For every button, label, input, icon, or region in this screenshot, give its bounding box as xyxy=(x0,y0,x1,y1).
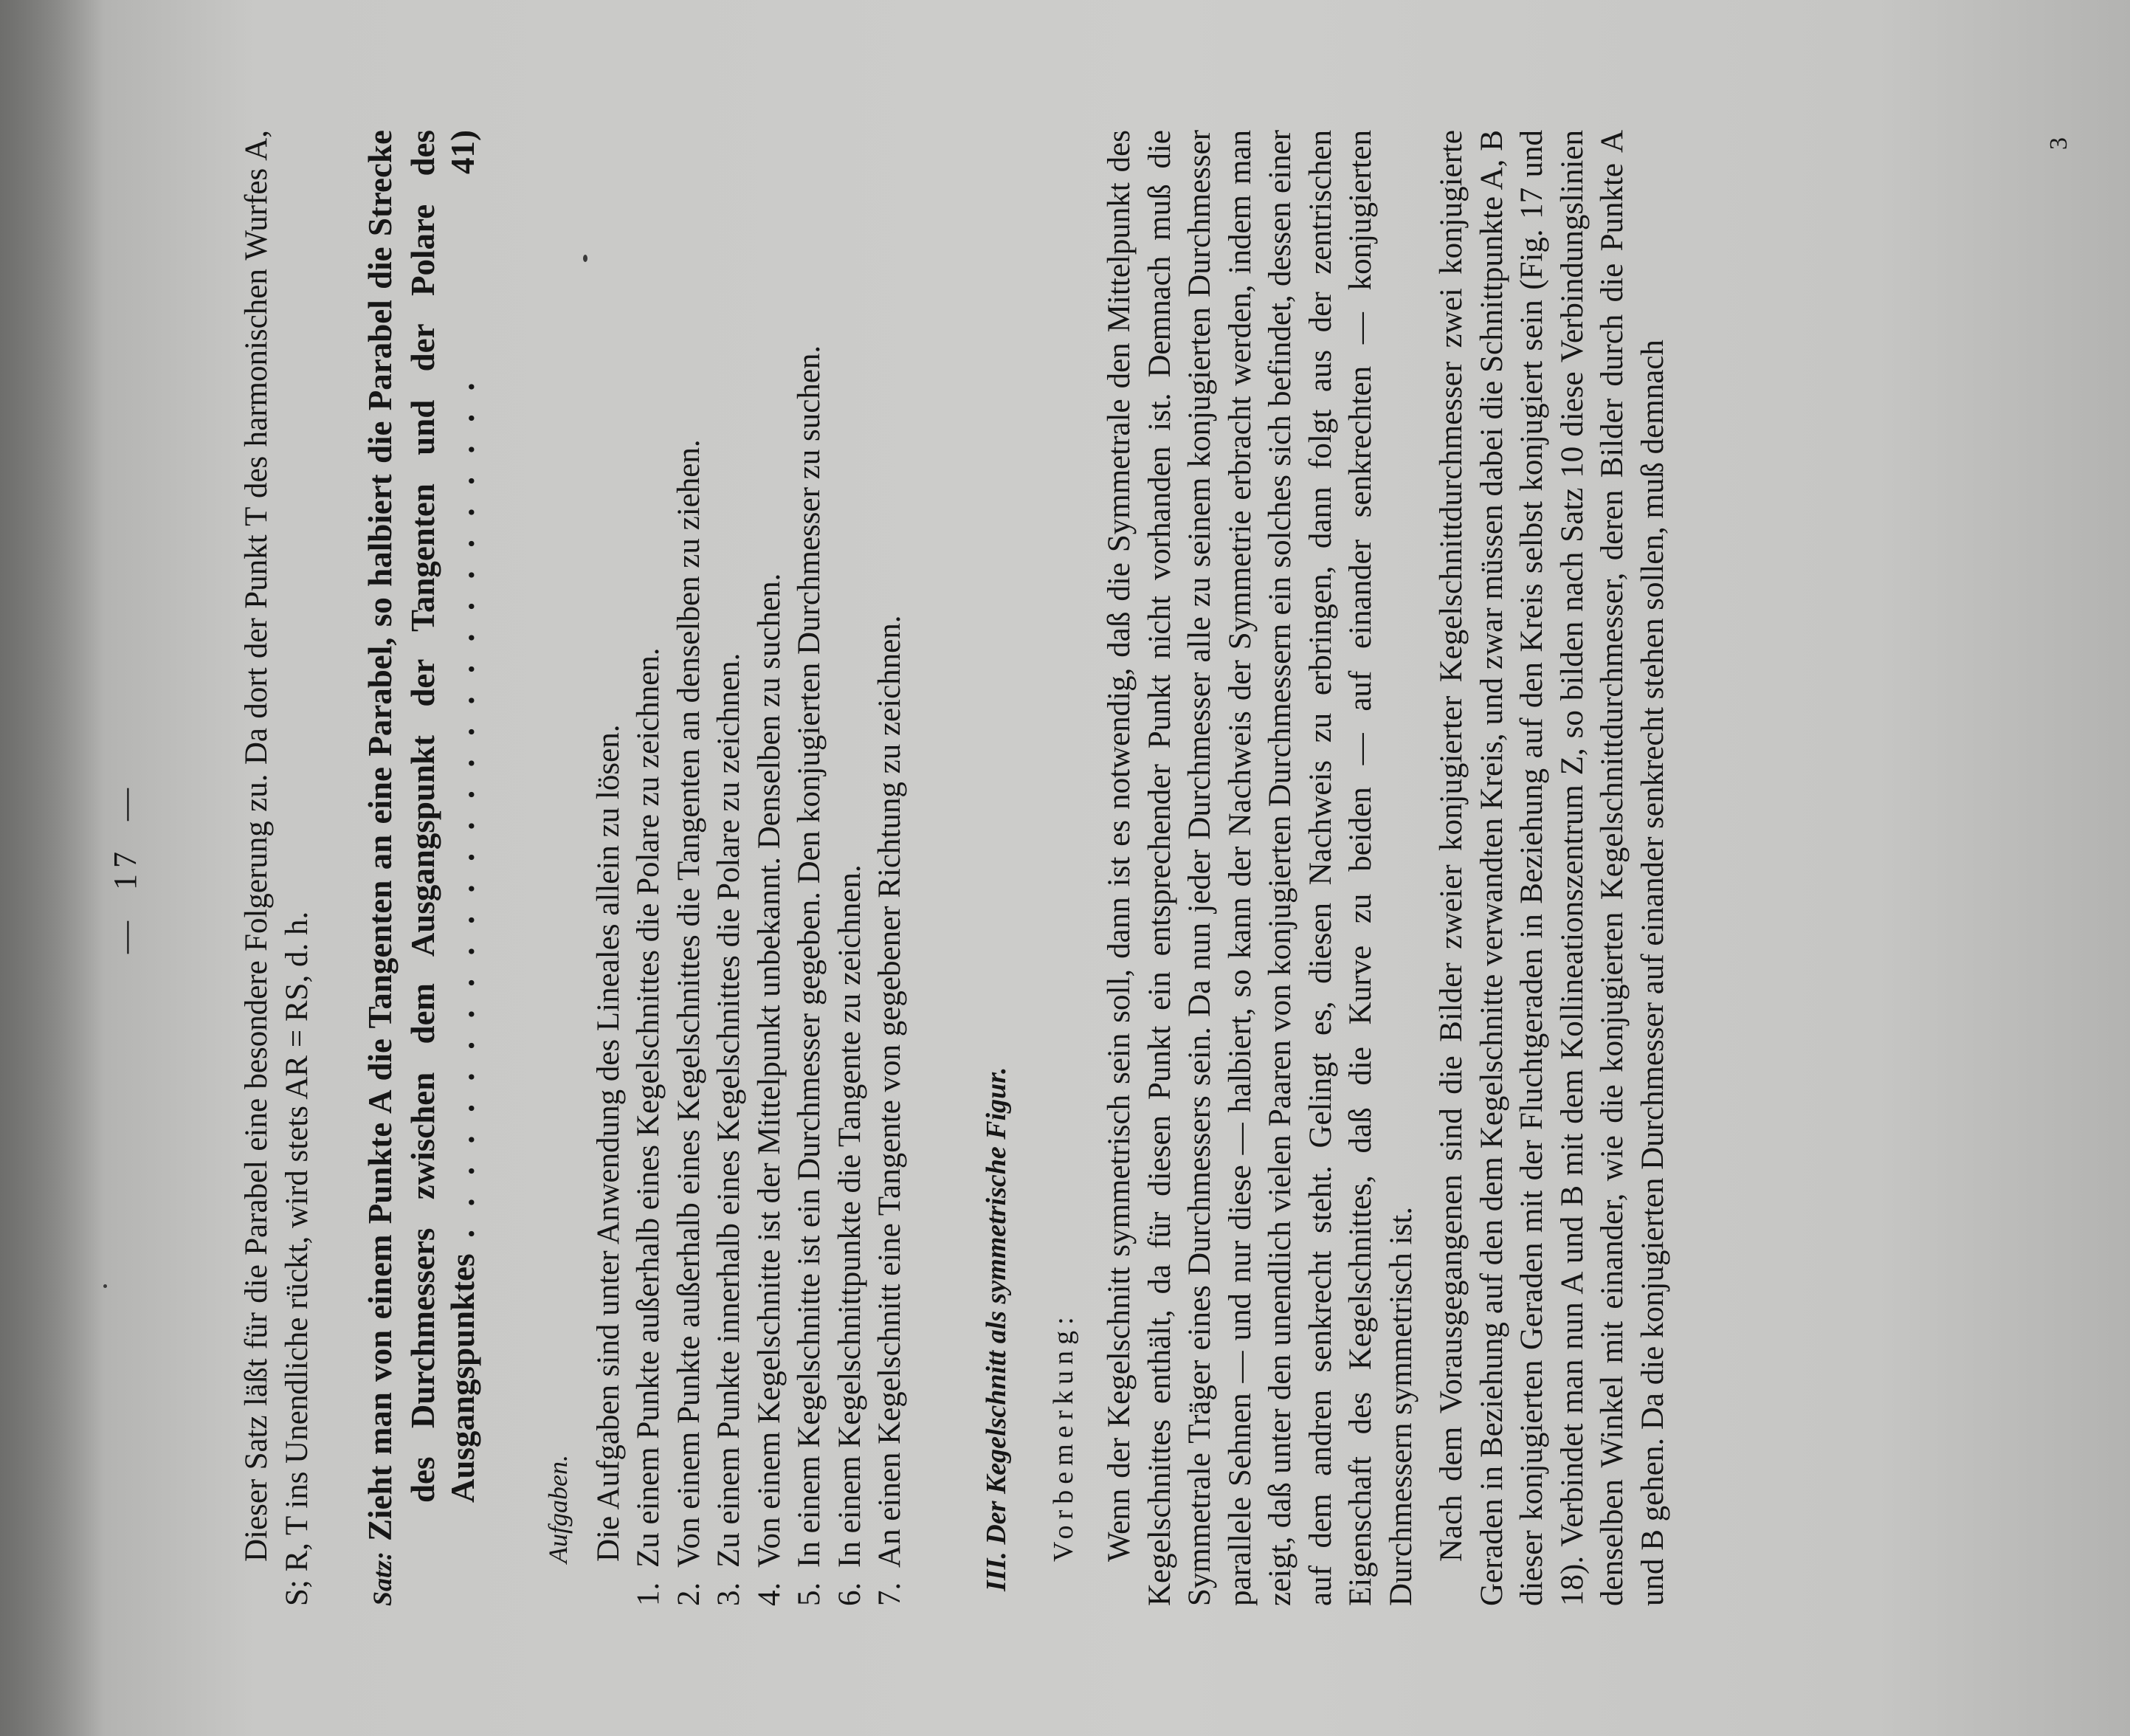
section-three xyxy=(976,130,1673,1606)
scan-speck xyxy=(103,1284,107,1288)
item-text: Zu einem Punkte außerhalb eines Kegelschnittes die Polare zu zeichnen. xyxy=(631,647,666,1568)
list-item xyxy=(790,130,830,1606)
page-number: 17 xyxy=(107,846,143,890)
aufgaben-heading: Aufgaben. xyxy=(543,1455,573,1563)
item-text: In einem Kegelschnitte ist ein Durchmesser gegeben. Den konjugierten Durchmesser zu suchen. xyxy=(792,345,827,1568)
aufgaben-list xyxy=(629,130,911,1606)
item-number: 2. xyxy=(671,1582,706,1606)
item-number: 3. xyxy=(711,1582,746,1606)
item-number: 7. xyxy=(872,1582,907,1606)
satz-block xyxy=(360,130,483,1606)
item-text: Zu einem Punkte innerhalb eines Kegelschnittes die Polare zu zeichnen. xyxy=(711,652,746,1568)
item-text: Von einem Punkte außerhalb eines Kegelschnittes die Tangenten an denselben zu ziehen. xyxy=(671,439,706,1568)
item-text: An einen Kegelschnitt eine Tangente von gegebener Richtung zu zeichnen. xyxy=(872,615,907,1568)
satz-theorem xyxy=(360,130,483,1606)
list-item xyxy=(870,130,911,1606)
section-heading: III. Der Kegelschnitt als symmetrische Figur. xyxy=(981,1067,1012,1591)
rotated-page-content xyxy=(106,130,2072,1606)
dot-leader: . . . . . . . . . . . . . . . . . . . . . . . . . . . . xyxy=(444,375,481,1254)
header-dash-left: — xyxy=(107,915,143,954)
aufgaben-section xyxy=(538,130,911,1606)
scan-speck xyxy=(583,255,587,262)
item-number: 1. xyxy=(631,1582,666,1606)
list-item xyxy=(709,130,750,1606)
page-header xyxy=(106,130,146,1606)
list-item xyxy=(830,130,871,1606)
satz-text: Zieht man von einem Punkte A die Tangenten an eine Parabel, so halbiert die Parabel die Strecke des Durchmessers zwischen dem Ausgangspunkt der Tangenten und der Polare des Ausgangspunktes xyxy=(362,130,481,1541)
binding-shadow xyxy=(0,0,103,1736)
list-item xyxy=(629,130,669,1606)
list-item xyxy=(669,130,710,1606)
list-item xyxy=(750,130,790,1606)
item-number: 4. xyxy=(751,1582,787,1606)
aufgaben-intro: Die Aufgaben sind unter Anwendung des Lineales allein zu lösen. xyxy=(590,724,626,1562)
satz-label: Satz: xyxy=(368,1551,397,1606)
item-number: 6. xyxy=(832,1582,867,1606)
vorbemerkung-label: Vorbemerkung: xyxy=(1047,1311,1079,1562)
item-text: In einem Kegelschnittpunkte die Tangente zu zeichnen. xyxy=(832,864,867,1568)
item-number: 5. xyxy=(792,1582,827,1606)
page-footer-number: 3 xyxy=(2045,137,2072,150)
header-dash-right: — xyxy=(107,782,143,821)
intro-paragraph xyxy=(237,130,317,1606)
item-text: Von einem Kegelschnitte ist der Mittelpunkt unbekannt. Denselben zu suchen. xyxy=(751,573,787,1568)
paragraph-symmetry: Wenn der Kegelschnitt symmetrisch sein soll, dann ist es notwendig, daß die Symmetrale den Mittelpunkt des Kegelschnittes enthält, da für diesen Punkt ein entsprechender Punkt nicht vorhanden ist. Demnach muß die Symmetrale Träger eines Durchmessers sein. Da nun jeder Durchmesser alle zu seinem konjugierten Durchmesser parallele Sehnen — und nur diese — halbiert, so kann der Nachweis der Symmetrie erbracht werden, indem man zeigt, daß unter den unendlich vielen Paaren von konjugierten Durchmessern ein solches sich befindet, dessen einer auf dem andren senkrecht steht. Gelingt es, diesen Nachweis zu erbringen, dann folgt aus der zentrischen Eigenschaft des Kegelschnittes, daß die Kurve zu beiden — auf einander senkrechten — konjugierten Durchmessern symmetrisch ist. xyxy=(1102,130,1419,1606)
intro-text: Dieser Satz läßt für die Parabel eine besondere Folgerung zu. Da dort der Punkt T des harmonischen Wurfes A, S; R, T ins Unendliche rückt, wird stets AR = RS, d. h. xyxy=(239,130,314,1606)
paragraph-conjugate: Nach dem Vorausgegangenen sind die Bilder zweier konjugierter Kegelschnittdurchmesser zwei konjugierte Geraden in Beziehung auf den dem Kegelschnitte verwandten Kreis, und zwar müssen dabei die Schnittpunkte A, B dieser konjugierten Geraden mit der Fluchtgeraden in Beziehung auf den Kreis selbst konjugiert sein (Fig. 17 und 18). Verbindet man nun A und B mit dem Kollineationszentrum Z, so bilden nach Satz 10 diese Verbindungslinien denselben Winkel mit einander, wie die konjugierten Kegelschnittdurchmesser, deren Bilder durch die Punkte A und B gehen. Da die konjugierten Durchmesser auf einander senkrecht stehen sollen, muß demnach xyxy=(1434,130,1670,1606)
satz-reference: 41) xyxy=(444,130,481,174)
